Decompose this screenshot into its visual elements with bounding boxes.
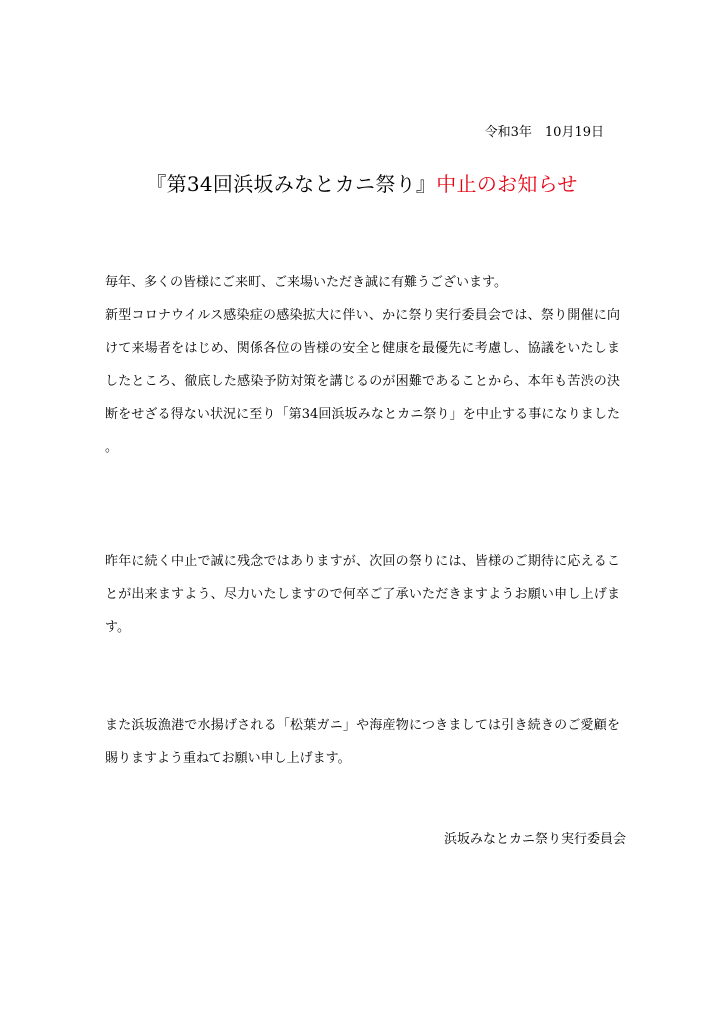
signature: 浜坂みなとカニ祭り実行委員会 <box>443 832 626 847</box>
paragraph-intro <box>105 266 620 464</box>
cancellation-notice: 中止のお知らせ <box>436 172 578 196</box>
notice-date: 令和3年 10月19日 <box>484 125 604 140</box>
page-title <box>0 168 724 197</box>
paragraph-apology: 昨年に続く中止で誠に残念ではありますが、次回の祭りには、皆様のご期待に応えることが出来ますよう、尽力いたしますので何卒ご了承いただきますようお願い申し上げます。 <box>105 554 620 635</box>
paragraph-request: また浜坂漁港で水揚げされる「松葉ガニ」や海産物につきましては引き続きのご愛顧を賜りますよう重ねてお願い申し上げます。 <box>105 718 620 766</box>
greeting-line: 毎年、多くの皆様にご来町、ご来場いただき誠に有難うございます。 <box>105 275 507 290</box>
event-name: 『第34回浜坂みなとカニ祭り』 <box>146 172 437 196</box>
cancellation-reason: 新型コロナウイルス感染症の感染拡大に伴い、かに祭り実行委員会では、祭り開催に向けて来場者をはじめ、関係各位の皆様の安全と健康を最優先に考慮し、協議をいたしましたところ、徹底した感染予防対策を講じるのが困難であることから、本年も苦渋の決断をせざる得ない状況に至り「第34回浜坂みなとカニ祭り」を中止する事になりました。 <box>105 308 620 455</box>
